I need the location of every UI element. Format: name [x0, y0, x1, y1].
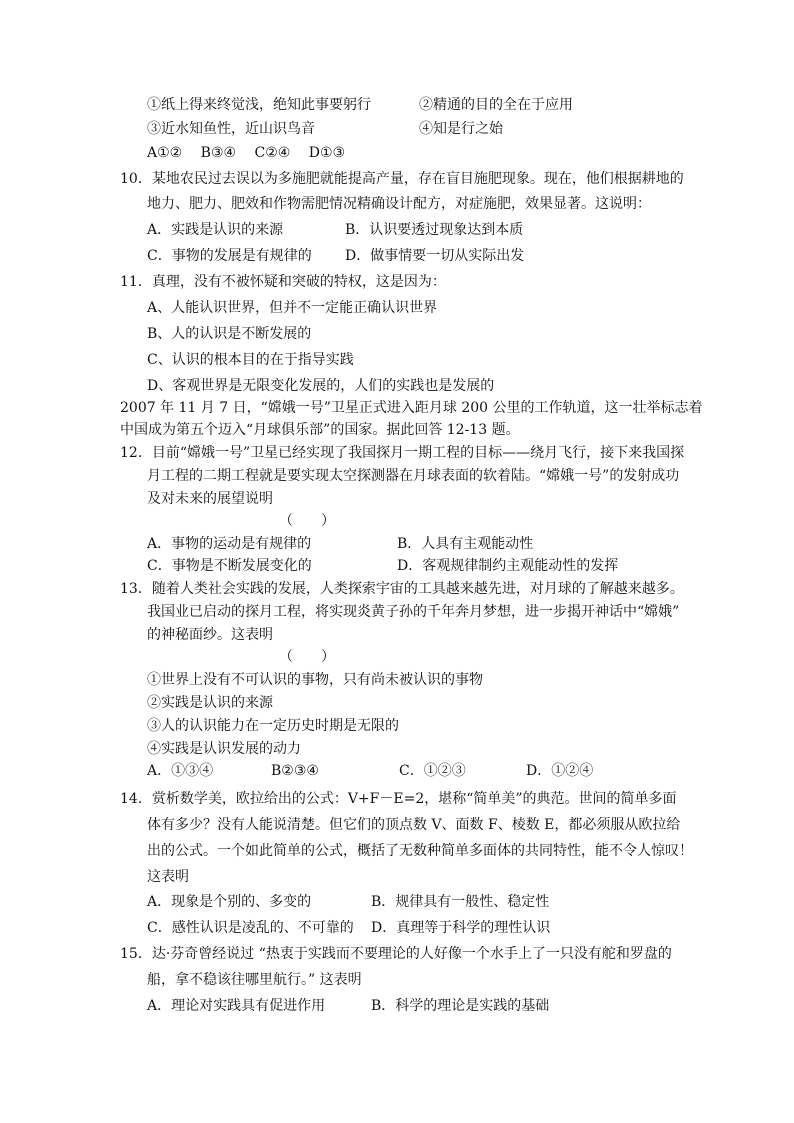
q11-option-b: B、人的认识是不断发展的 [147, 326, 312, 342]
q15-option-a: A．理论对实践具有促进作用 [147, 998, 326, 1014]
q15-stem-line-1: 15．达·芬奇曾经说过 “热衷于实践而不要理论的人好像一个水手上了一只没有舵和罗盘的 [120, 946, 672, 962]
q10-option-a: A．实践是认识的来源 [147, 222, 284, 238]
q12-option-a: A．事物的运动是有规律的 [147, 536, 312, 552]
q10-option-b: B．认识要透过现象达到本质 [345, 222, 524, 238]
q13-option-c: C．①②③ [399, 763, 466, 779]
q11-option-d: D、客观世界是无限变化发展的，人们的实践也是发展的 [147, 378, 495, 394]
q10-option-d: D．做事情要一切从实际出发 [345, 248, 525, 264]
q12-answer-blank: （ ） [279, 513, 335, 529]
q14-option-b: B．规律具有一般性、稳定性 [371, 894, 550, 910]
statement-4: ④知是行之始 [419, 121, 503, 137]
q13-stem-line-2: 我国业已启动的探月工程，将实现炎黄子孙的千年奔月梦想，进一步揭开神话中“嫦娥” [147, 604, 680, 620]
q14-option-d: D．真理等于科学的理性认识 [371, 920, 551, 936]
q13-item-1: ①世界上没有不可认识的事物，只有尚未被认识的事物 [147, 672, 483, 688]
q13-item-4: ④实践是认识发展的动力 [147, 741, 301, 757]
passage-line-1: 2007 年 11 月 7 日，“嫦娥一号”卫星正式进入距月球 200 公里的工作轨道，这一壮举标志着 [120, 400, 703, 416]
q11-option-c: C、认识的根本目的在于指导实践 [147, 352, 354, 368]
q13-option-b: B②③④ [271, 763, 319, 779]
q14-stem-line-4: 这表明 [147, 869, 189, 885]
q12-stem-line-3: 及对未来的展望说明 [147, 491, 273, 507]
q11-option-a: A、人能认识世界，但并不一定能正确认识世界 [147, 300, 438, 316]
answer-choices: A①② B③④ C②④ D①③ [147, 145, 346, 161]
q12-stem-line-1: 12．目前“嫦娥一号”卫星已经实现了我国探月一期工程的目标——绕月飞行，接下来我国探 [120, 445, 685, 461]
q13-option-d: D．①②④ [526, 763, 594, 779]
q13-stem-line-1: 13．随着人类社会实践的发展，人类探索宇宙的工具越来越先进，对月球的了解越来越多。 [120, 581, 684, 597]
statement-3: ③近水知鱼性，近山识鸟音 [147, 121, 315, 137]
q12-option-b: B．人具有主观能动性 [397, 536, 534, 552]
q10-stem-line-2: 地力、肥力、肥效和作物需肥情况精确设计配方，对症施肥，效果显著。这说明： [147, 196, 651, 212]
statement-1: ①纸上得来终觉浅，绝知此事要躬行 [147, 97, 371, 113]
q12-option-d: D．客观规律制约主观能动性的发挥 [397, 558, 619, 574]
q10-option-c: C．事物的发展是有规律的 [147, 248, 312, 264]
q13-answer-blank: （ ） [279, 649, 335, 665]
q15-stem-line-2: 船，拿不稳该往哪里航行。” 这表明 [147, 972, 362, 988]
q14-stem-line-1: 14．赏析数学美，欧拉给出的公式：V+F－E=2，堪称“简单美”的典范。世间的简单多面 [120, 791, 677, 807]
q14-option-a: A．现象是个别的、多变的 [147, 894, 312, 910]
q13-option-a: A．①③④ [147, 763, 214, 779]
q11-stem: 11．真理，没有不被怀疑和突破的特权，这是因为： [120, 274, 446, 290]
q13-item-3: ③人的认识能力在一定历史时期是无限的 [147, 718, 399, 734]
q14-stem-line-3: 出的公式。一个如此简单的公式，概括了无数种简单多面体的共同特性，能不令人惊叹！ [147, 843, 693, 859]
statement-2: ②精通的目的全在于应用 [419, 97, 573, 113]
q13-stem-line-3: 的神秘面纱。这表明 [147, 627, 273, 643]
q14-stem-line-2: 体有多少？没有人能说清楚。但它们的顶点数 V、面数 F、棱数 E，都必须服从欧拉给 [147, 817, 681, 833]
q13-item-2: ②实践是认识的来源 [147, 695, 273, 711]
q15-option-b: B．科学的理论是实践的基础 [371, 998, 550, 1014]
q14-option-c: C．感性认识是凌乱的、不可靠的 [147, 920, 354, 936]
q12-option-c: C．事物是不断发展变化的 [147, 558, 312, 574]
passage-line-2: 中国成为第五个迈入“月球俱乐部”的国家。据此回答 12-13 题。 [120, 422, 520, 438]
q10-stem-line-1: 10．某地农民过去误以为多施肥就能提高产量，存在盲目施肥现象。现在，他们根据耕地的 [120, 171, 684, 187]
q12-stem-line-2: 月工程的二期工程就是要实现太空探测器在月球表面的软着陆。“嫦娥一号”的发射成功 [147, 468, 680, 484]
